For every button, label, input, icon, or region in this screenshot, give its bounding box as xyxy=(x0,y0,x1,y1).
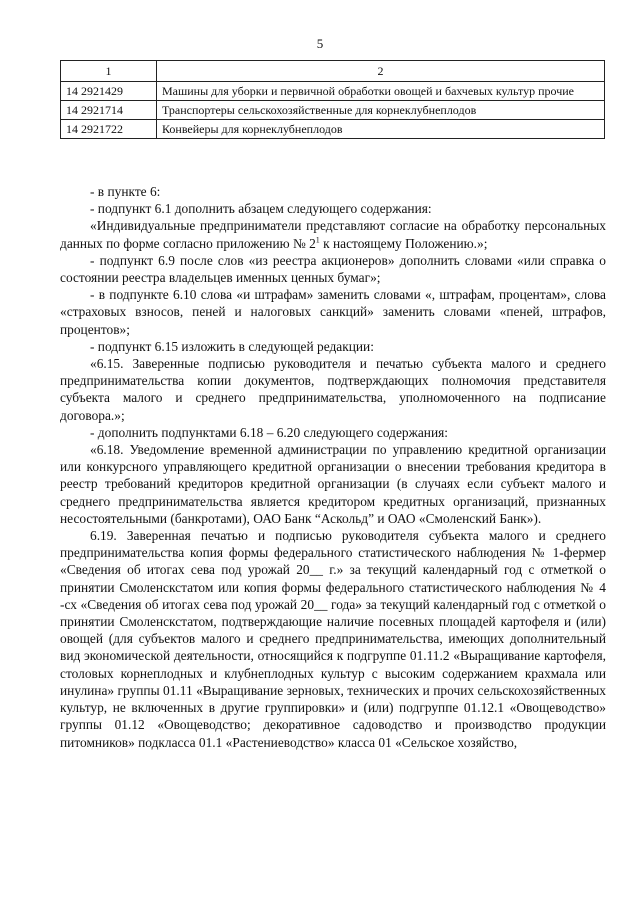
paragraph-text: к настоящему Положению.»; xyxy=(319,235,488,251)
table-header-cell: 1 xyxy=(61,61,157,82)
page-number: 5 xyxy=(316,36,324,51)
table-cell-text: Машины для уборки и первичной обработки овощей и бахчевых культур прочие xyxy=(157,82,605,101)
paragraph: - дополнить подпунктами 6.18 – 6.20 следующего содержания: xyxy=(90,424,448,440)
paragraph: «6.15. Заверенные подписью руководителя и печатью субъекта малого и среднего предпринимательства копии документов, подтверждающих полномочия представителя субъекта малого и среднего предпринимательства, уполномоченного на подписание договора.»; xyxy=(60,356,606,423)
paragraph: - в подпункте 6.10 слова «и штрафам» заменить словами «, штрафам, процентам», слова «страховых взносов, пеней и налоговых санкций» заменить словами «пеней, штрафов, процентов»; xyxy=(60,287,606,337)
paragraph: - подпункт 6.1 дополнить абзацем следующего содержания: xyxy=(90,201,432,217)
body-text xyxy=(60,183,606,751)
table-row xyxy=(61,120,605,139)
paragraph-text: «Индивидуальные предприниматели представляют согласие на обработку персональных данных по форме согласно приложению № 2 xyxy=(60,218,606,251)
table-cell-code: 14 2921714 xyxy=(61,101,157,120)
table-cell-text: Конвейеры для корнеклубнеплодов xyxy=(157,120,605,139)
table-header-cell: 2 xyxy=(157,61,605,82)
paragraph: - подпункт 6.15 изложить в следующей редакции: xyxy=(90,338,374,354)
table-header-row xyxy=(61,61,605,82)
table-cell-code: 14 2921429 xyxy=(61,82,157,101)
codes-table xyxy=(60,60,605,139)
table-cell-text: Транспортеры сельскохозяйственные для корнеклубнеплодов xyxy=(157,101,605,120)
table-cell-code: 14 2921722 xyxy=(61,120,157,139)
paragraph: - подпункт 6.9 после слов «из реестра акционеров» дополнить словами «или справка о состоянии реестра владельцев именных ценных бумаг»; xyxy=(60,252,606,286)
paragraph: «6.18. Уведомление временной администрации по управлению кредитной организации или конкурсного управляющего кредитной организации о внесении требования кредитора в реестр требований кредиторов кредитной организации (в случаях если субъект малого и среднего предпринимательства является кредитором кредитных организаций, признанных несостоятельными (банкротами), ОАО Банк “Аскольд” и ОАО «Смоленский Банк»). xyxy=(60,442,606,526)
footnote-mark: 1 xyxy=(315,235,320,245)
table-row xyxy=(61,82,605,101)
paragraph: 6.19. Заверенная печатью и подписью руководителя субъекта малого и среднего предпринимательства копия формы федерального статистического наблюдения № 1-фермер «Сведения об итогах сева под урожай 20__ г.» за текущий календарный год с отметкой о принятии Смоленскстатом или копия формы федерального статистического наблюдения № 4 -сх «Сведения об итогах сева под урожай 20__ года» за текущий календарный год с отметкой о принятии Смоленскстатом, подтверждающие наличие посевных площадей картофеля и (или) овощей (для субъектов малого и среднего предпринимательства, имеющих дополнительный вид экономической деятельности, относящийся к подгруппе 01.11.2 «Выращивание картофеля, столовых корнеплодных и клубнеплодных культур с высоким содержанием крахмала или инулина» группы 01.11 «Выращивание зерновых, технических и прочих сельскохозяйственных культур, не включенных в другие группировки» и (или) подгруппе 01.12.1 «Овощеводство» группы 01.12 «Овощеводство; декоративное садоводство и производство продукции питомников» подкласса 01.1 «Растениеводство» класса 01 «Сельское хозяйство, xyxy=(60,528,606,750)
table-row xyxy=(61,101,605,120)
paragraph: - в пункте 6: xyxy=(90,184,161,199)
paragraph xyxy=(60,217,606,251)
